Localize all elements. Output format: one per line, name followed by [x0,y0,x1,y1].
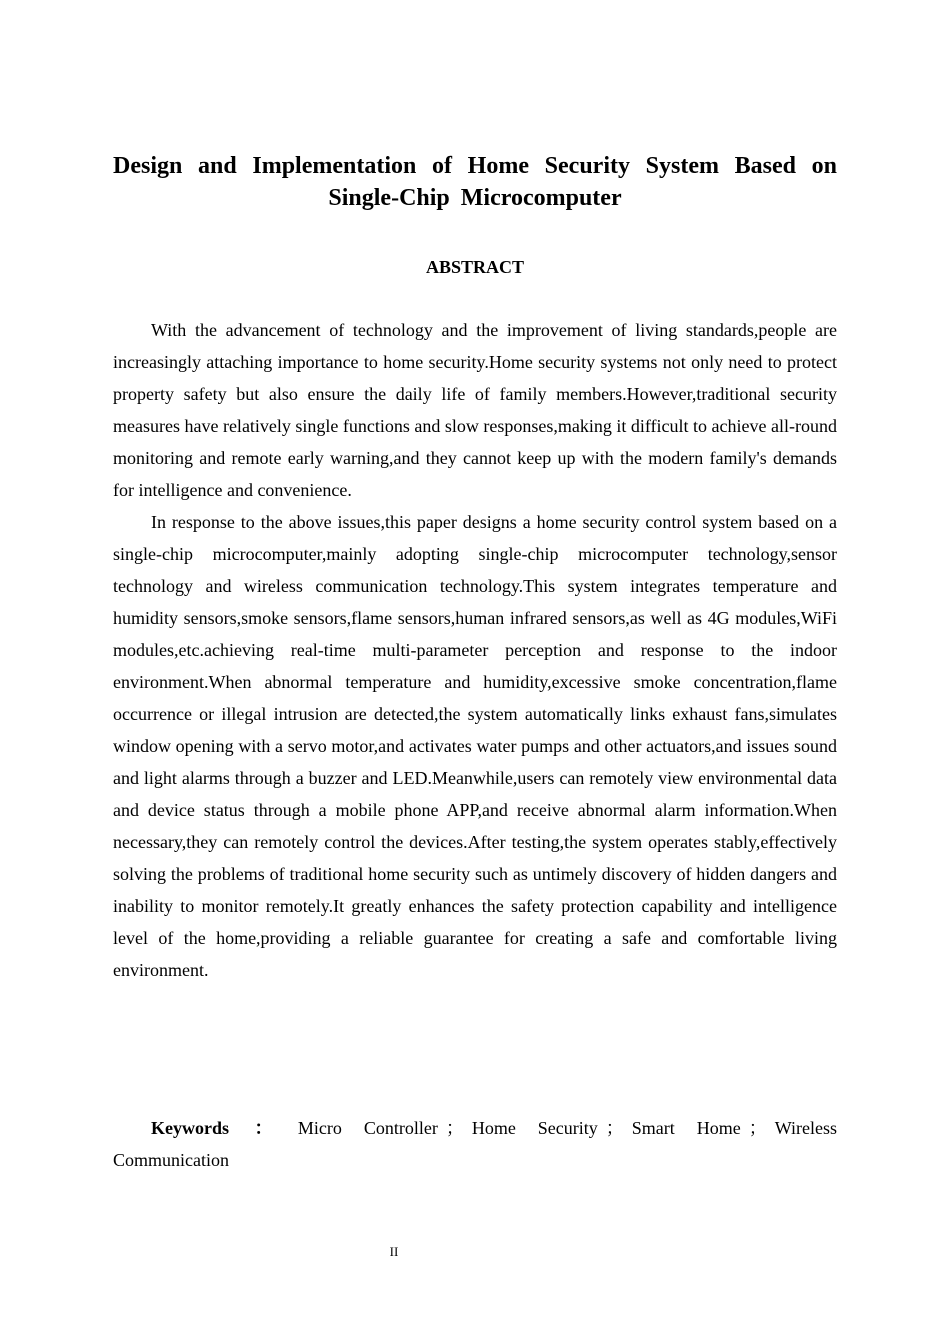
keyword-item: Wireless Communication [113,1118,837,1170]
paper-title: Design and Implementation of Home Security System Based on Single-Chip Microcomputer [113,153,837,211]
keywords-label-separator: ： [237,1118,290,1138]
keyword-separator: ； [605,1118,624,1138]
page-number: II [389,1244,399,1259]
abstract-paragraph-1: With the advancement of technology and the improvement of living standards,people are increasingly attaching importance to home security.Home security systems not only need to protect property safety but also ensure the daily life of family members.However,traditional security measures have relatively single functions and slow responses,making it difficult to achieve all-round monitoring and remote early warning,and they cannot keep up with the modern family's demands for intelligence and convenience. [113,320,837,500]
abstract-heading: ABSTRACT [425,257,525,277]
keyword-item: Smart Home [631,1118,741,1138]
keyword-separator: ； [445,1118,464,1138]
keywords-label: Keywords [151,1118,229,1138]
abstract-body [113,314,837,986]
keywords-line [113,1112,837,1176]
keyword-separator: ； [748,1118,767,1138]
keyword-item: Home Security [471,1118,598,1138]
abstract-paragraph-2: In response to the above issues,this paper designs a home security control system based on a single-chip microcomputer,mainly adopting single-chip microcomputer technology,sensor technology and wireless communication technology.This system integrates temperature and humidity sensors,smoke sensors,flame sensors,human infrared sensors,as well as 4G modules,WiFi modules,etc.achieving real-time multi-parameter perception and response to the indoor environment.When abnormal temperature and humidity,excessive smoke concentration,flame occurrence or illegal intrusion are detected,the system automatically links exhaust fans,simulates window opening with a servo motor,and activates water pumps and other actuators,and issues sound and light alarms through a buzzer and LED.Meanwhile,users can remotely view environmental data and device status through a mobile phone APP,and receive abnormal alarm information.When necessary,they can remotely control the devices.After testing,the system operates stably,effectively solving the problems of traditional home security such as untimely discovery of hidden dangers and inability to monitor remotely.It greatly enhances the safety protection capability and intelligence level of the home,providing a reliable guarantee for creating a safe and comfortable living environment. [113,512,837,980]
keyword-item: Micro Controller [297,1118,438,1138]
